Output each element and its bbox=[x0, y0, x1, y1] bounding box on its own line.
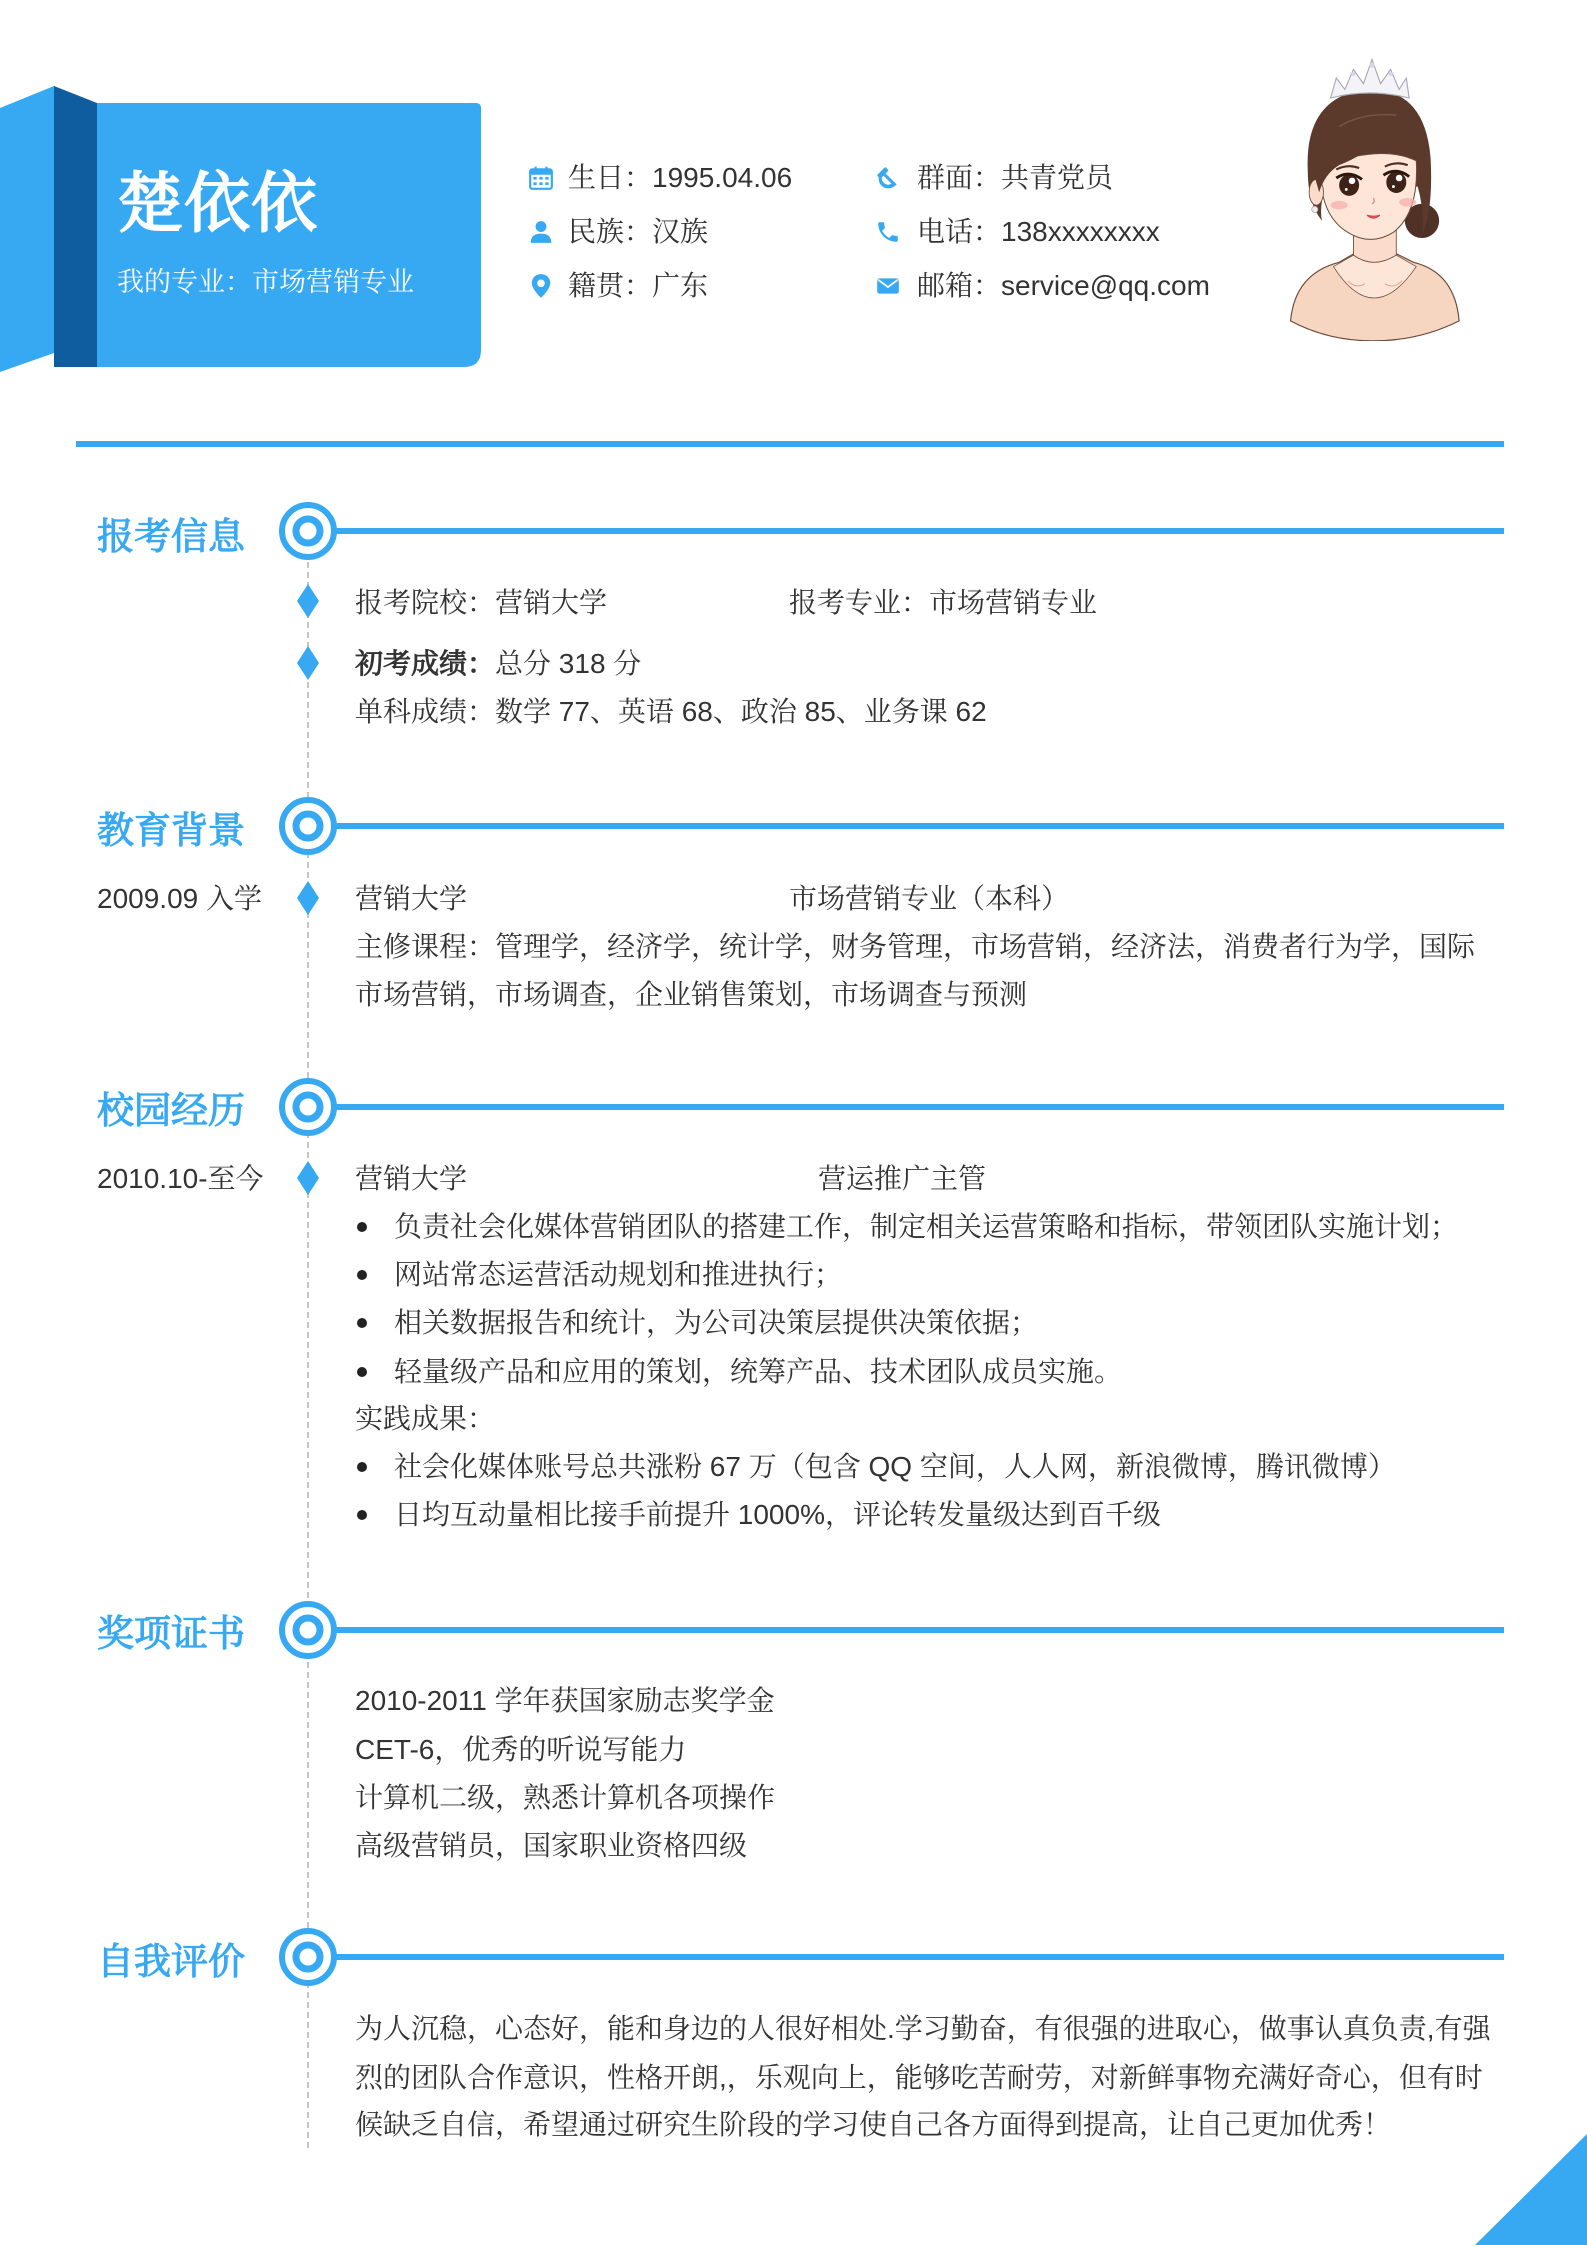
location-pin-icon bbox=[528, 273, 554, 299]
campus-duty: 负责社会化媒体营销团队的搭建工作，制定相关运营策略和指标，带领团队实施计划； bbox=[394, 1211, 1459, 1242]
section-title-awards: 奖项证书 bbox=[97, 1613, 245, 1654]
birthday-text: 生日：1995.04.06 bbox=[568, 162, 793, 193]
bullet-dot bbox=[357, 1510, 367, 1520]
target-ring-icon bbox=[276, 794, 340, 858]
email-text: 邮箱：service@qq.com bbox=[917, 270, 1210, 301]
avatar bbox=[1282, 55, 1472, 341]
campus-duty: 轻量级产品和应用的策划，统筹产品、技术团队成员实施。 bbox=[394, 1356, 1123, 1387]
header-divider bbox=[76, 441, 1504, 447]
exam-score-label: 初考成绩： bbox=[355, 648, 496, 679]
award-item: CET-6，优秀的听说写能力 bbox=[355, 1734, 687, 1765]
candidate-name: 楚依依 bbox=[117, 166, 318, 240]
envelope-icon bbox=[875, 273, 901, 299]
campus-results-label: 实践成果： bbox=[355, 1403, 496, 1434]
bullet-dot bbox=[357, 1318, 367, 1328]
campus-role: 营运推广主管 bbox=[818, 1163, 987, 1194]
diamond-bullet-icon bbox=[297, 881, 319, 915]
self-eval-line: 为人沉稳，心态好，能和身边的人很好相处.学习勤奋，有很强的进取心，做事认真负责,有强 bbox=[355, 2013, 1491, 2044]
bullet-dot bbox=[357, 1367, 367, 1377]
campus-duty: 相关数据报告和统计，为公司决策层提供决策依据； bbox=[394, 1307, 1039, 1338]
section-title-campus: 校园经历 bbox=[97, 1090, 245, 1131]
campus-result: 日均互动量相比接手前提升 1000%，评论转发量级达到百千级 bbox=[394, 1499, 1161, 1530]
target-ring-icon bbox=[276, 499, 340, 563]
education-courses-line: 市场营销，市场调查，企业销售策划，市场调查与预测 bbox=[355, 979, 1028, 1010]
section-rule bbox=[336, 1627, 1504, 1633]
education-major: 市场营销专业（本科） bbox=[789, 883, 1070, 914]
hometown-text: 籍贯：广东 bbox=[568, 270, 709, 301]
campus-org: 营销大学 bbox=[355, 1163, 468, 1194]
section-rule bbox=[336, 528, 1504, 534]
section-rule bbox=[336, 1104, 1504, 1110]
section-rule bbox=[336, 1954, 1504, 1960]
education-school: 营销大学 bbox=[355, 883, 468, 914]
ethnicity-text: 民族：汉族 bbox=[568, 216, 709, 247]
party-emblem-icon bbox=[875, 165, 901, 191]
section-title-education: 教育背景 bbox=[97, 810, 245, 851]
campus-date: 2010.10-至今 bbox=[97, 1163, 264, 1194]
exam-school: 报考院校：营销大学 bbox=[355, 587, 608, 618]
education-courses-line: 主修课程：管理学，经济学，统计学，财务管理，市场营销，经济法，消费者行为学，国际 bbox=[355, 931, 1476, 962]
section-title-exam: 报考信息 bbox=[97, 516, 245, 557]
campus-duty: 网站常态运营活动规划和推进执行； bbox=[394, 1259, 843, 1290]
exam-subjects: 单科成绩：数学 77、英语 68、政治 85、业务课 62 bbox=[355, 696, 987, 727]
person-icon bbox=[528, 219, 554, 245]
award-item: 高级营销员，国家职业资格四级 bbox=[355, 1830, 748, 1861]
corner-triangle bbox=[1475, 2134, 1587, 2245]
campus-result: 社会化媒体账号总共涨粉 67 万（包含 QQ 空间，人人网，新浪微博，腾讯微博） bbox=[394, 1451, 1396, 1482]
candidate-major: 我的专业：市场营销专业 bbox=[117, 267, 414, 297]
exam-major: 报考专业：市场营销专业 bbox=[789, 587, 1098, 618]
section-rule bbox=[336, 823, 1504, 829]
section-title-self-eval: 自我评价 bbox=[97, 1941, 245, 1982]
exam-score-value: 总分 318 分 bbox=[495, 648, 642, 679]
calendar-icon bbox=[528, 165, 554, 191]
target-ring-icon bbox=[276, 1925, 340, 1989]
award-item: 计算机二级，熟悉计算机各项操作 bbox=[355, 1782, 776, 1813]
education-date: 2009.09 入学 bbox=[97, 883, 262, 914]
self-eval-line: 候缺乏自信，希望通过研究生阶段的学习使自己各方面得到提高，让自己更加优秀！ bbox=[355, 2109, 1392, 2140]
target-ring-icon bbox=[276, 1075, 340, 1139]
bullet-dot bbox=[357, 1270, 367, 1280]
target-ring-icon bbox=[276, 1598, 340, 1662]
political-status-text: 群面：共青党员 bbox=[917, 162, 1114, 193]
bullet-dot bbox=[357, 1462, 367, 1472]
diamond-bullet-icon bbox=[297, 646, 319, 680]
phone-text: 电话：138xxxxxxxx bbox=[917, 216, 1160, 247]
diamond-bullet-icon bbox=[297, 584, 319, 618]
phone-icon bbox=[875, 219, 901, 245]
bullet-dot bbox=[357, 1222, 367, 1232]
exam-score bbox=[355, 644, 641, 684]
self-eval-line: 烈的团队合作意识，性格开朗,，乐观向上，能够吃苦耐劳，对新鲜事物充满好奇心，但有时 bbox=[355, 2062, 1483, 2093]
award-item: 2010-2011 学年获国家励志奖学金 bbox=[355, 1685, 775, 1716]
diamond-bullet-icon bbox=[297, 1161, 319, 1195]
